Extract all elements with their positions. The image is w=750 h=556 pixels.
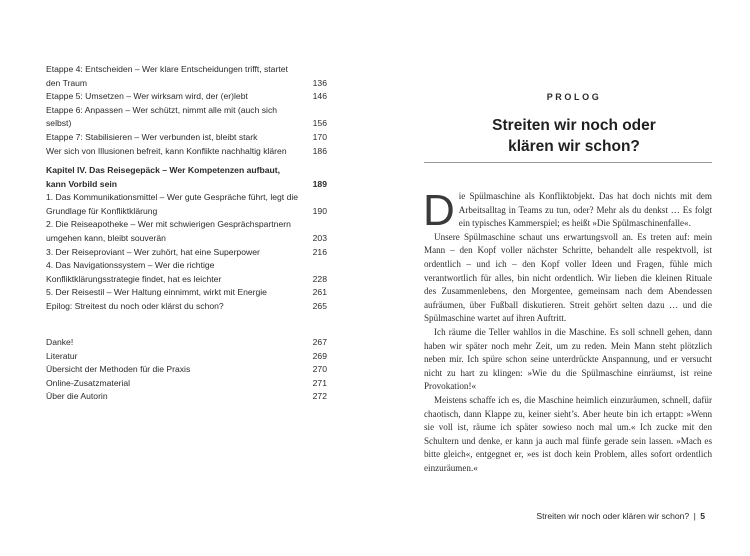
toc-entry[interactable] bbox=[46, 218, 327, 245]
paragraph: Meistens schaffe ich es, die Maschine heimlich einzuräumen, schnell, dafür chaotisch, dann Klappe zu, keiner sieht’s. Aber heute bin ich ertappt: »Wenn sie voll ist, räume ich später sowieso noch mal um.« Ich zucke mit den Schultern und denke, er kann ja auch mal fünfe gerade sein lassen. »Mach es bitte gleich«, entgegnet er, »es ist doch kein Problem, alles sofort ordentlich einzuräumen.« bbox=[424, 394, 712, 473]
toc-entry-title: Über die Autorin bbox=[46, 391, 108, 402]
toc-entry[interactable] bbox=[46, 286, 327, 300]
toc-entry[interactable] bbox=[46, 131, 327, 145]
toc-entry-page: 146 bbox=[312, 91, 327, 102]
toc-entry-title: 4. Das Navigationssystem – Wer die richtige Konfliktklärungsstrategie findet, hat es leichter bbox=[46, 260, 222, 284]
toc-entry-title: 2. Die Reiseapotheke – Wer mit schwierigen Gesprächspartnern umgehen kann, bleibt souverän bbox=[46, 219, 291, 243]
toc-entry-title: 3. Der Reiseproviant – Wer zuhört, hat eine Superpower bbox=[46, 246, 260, 257]
toc-chapter-title: Kapitel IV. Das Reisegepäck – Wer Kompetenzen aufbaut, kann Vorbild sein bbox=[46, 165, 281, 189]
running-title: Streiten wir noch oder klären wir schon? bbox=[536, 511, 690, 521]
title-divider bbox=[424, 162, 712, 163]
paragraph: Unsere Spülmaschine schaut uns erwartungsvoll an. Es treten auf: mein Mann – den Kopf voller nächster Schritte, behandelt alle respektvoll, ist ordentlich – und ich – den Kopf voller Ideen und Fragen, fühle mich verantwortlich für alles, bin nicht ordentlich. Wir lieben die kleinen Rituale des Zusammenlebens, den Morgentee, gemeinsam nach dem Abendessen aufräumen, über Fußball diskutieren. Streit gehört selten dazu … und die Spülmaschine wartet auf ihren Auftritt. bbox=[424, 231, 712, 324]
toc-entry[interactable] bbox=[46, 104, 327, 131]
toc-entry-page: 265 bbox=[312, 300, 327, 311]
chapter-title-line: klären wir schon? bbox=[508, 137, 640, 155]
drop-cap: D bbox=[423, 186, 455, 235]
toc-entry[interactable] bbox=[46, 300, 327, 314]
toc-entry-title: Online-Zusatzmaterial bbox=[46, 377, 131, 388]
toc-entry[interactable] bbox=[46, 363, 327, 377]
paragraph: Ich räume die Teller wahllos in die Maschine. Es soll schnell gehen, dann haben wir später noch mehr Zeit, um zu reden. Mein Mann steht plötzlich neben mir. Ich spüre schon seine unterdrückte Anspannung, und er versucht nicht zu hart zu klingen: »Wie du die Spülmaschine einräumst, ist reine Provokation!« bbox=[424, 326, 712, 392]
toc-entry-title: Danke! bbox=[46, 337, 74, 347]
toc-entry-title: Literatur bbox=[46, 350, 78, 361]
toc-entry-page: 170 bbox=[312, 131, 327, 142]
toc-entry-title: Etappe 7: Stabilisieren – Wer verbunden ist, bleibt stark bbox=[46, 131, 258, 142]
toc-entry-page: 186 bbox=[312, 145, 327, 156]
toc-entry[interactable] bbox=[46, 63, 327, 90]
toc-entry-page: 228 bbox=[312, 273, 327, 284]
toc-entry-title: Übersicht der Methoden für die Praxis bbox=[46, 364, 191, 375]
toc-entry[interactable] bbox=[46, 259, 327, 286]
toc-entry-title: Etappe 5: Umsetzen – Wer wirksam wird, der (er)lebt bbox=[46, 91, 248, 102]
footer-separator: | bbox=[693, 511, 696, 521]
toc-entry-page: 261 bbox=[312, 287, 327, 298]
toc-entry-title: Etappe 4: Entscheiden – Wer klare Entscheidungen trifft, startet den Traum bbox=[46, 64, 288, 88]
toc-entry[interactable] bbox=[46, 246, 327, 260]
toc-entry-page: 156 bbox=[312, 118, 327, 129]
page-number: 5 bbox=[700, 511, 705, 521]
toc-entry-title: 1. Das Kommunikationsmittel – Wer gute Gespräche führt, legt die Grundlage für Konfliktklärung bbox=[46, 192, 299, 216]
toc-entry-page: 271 bbox=[312, 377, 327, 388]
toc-chapter-page: 189 bbox=[312, 178, 327, 189]
toc-entry-title: 5. Der Reisestil – Wer Haltung einnimmt, wirkt mit Energie bbox=[46, 287, 267, 298]
toc-chapter-entry[interactable] bbox=[46, 164, 327, 191]
chapter-title-line: Streiten wir noch oder bbox=[492, 117, 656, 134]
toc-entry-page: 272 bbox=[312, 391, 327, 402]
toc-entry[interactable] bbox=[46, 336, 327, 350]
toc-entry[interactable] bbox=[46, 90, 327, 104]
toc-group-backmatter bbox=[46, 336, 327, 404]
paragraph-text: ie Spülmaschine als Konfliktobjekt. Das hat doch nichts mit dem Arbeitsalltag in Teams zu tun, oder? Mehr als du denkst … Es folgt ein typisches Kammerspiel; es heißt »Die Spülmaschinenfalle«. bbox=[458, 191, 712, 229]
right-page-prolog bbox=[375, 0, 750, 556]
section-kicker: PROLOG bbox=[546, 92, 602, 102]
toc-entry-page: 136 bbox=[312, 77, 327, 88]
prolog-body bbox=[423, 186, 712, 475]
toc-entry[interactable] bbox=[46, 191, 327, 218]
toc-entry[interactable] bbox=[46, 377, 327, 391]
page-footer bbox=[536, 511, 705, 521]
toc-entry-page: 216 bbox=[312, 246, 327, 257]
toc-entry[interactable] bbox=[46, 350, 327, 364]
toc-entry-page: 269 bbox=[312, 350, 327, 361]
toc-entry-page: 190 bbox=[312, 205, 327, 216]
chapter-title bbox=[424, 116, 724, 157]
toc-entry-title: Epilog: Streitest du noch oder klärst du schon? bbox=[46, 300, 224, 311]
toc-entry-page: 270 bbox=[312, 364, 327, 375]
toc-group-kapitel-iv bbox=[46, 164, 327, 314]
toc-entry-page: 203 bbox=[312, 232, 327, 243]
toc-entry[interactable] bbox=[46, 145, 327, 159]
toc-entry-title: Wer sich von Illusionen befreit, kann Konflikte nachhaltig klären bbox=[46, 145, 287, 156]
toc-entry[interactable] bbox=[46, 390, 327, 404]
paragraph bbox=[423, 186, 712, 235]
toc-entry-title: Etappe 6: Anpassen – Wer schützt, nimmt alle mit (auch sich selbst) bbox=[46, 104, 278, 129]
toc-entry-page: 267 bbox=[312, 337, 327, 347]
toc-group-etappen bbox=[46, 63, 327, 158]
